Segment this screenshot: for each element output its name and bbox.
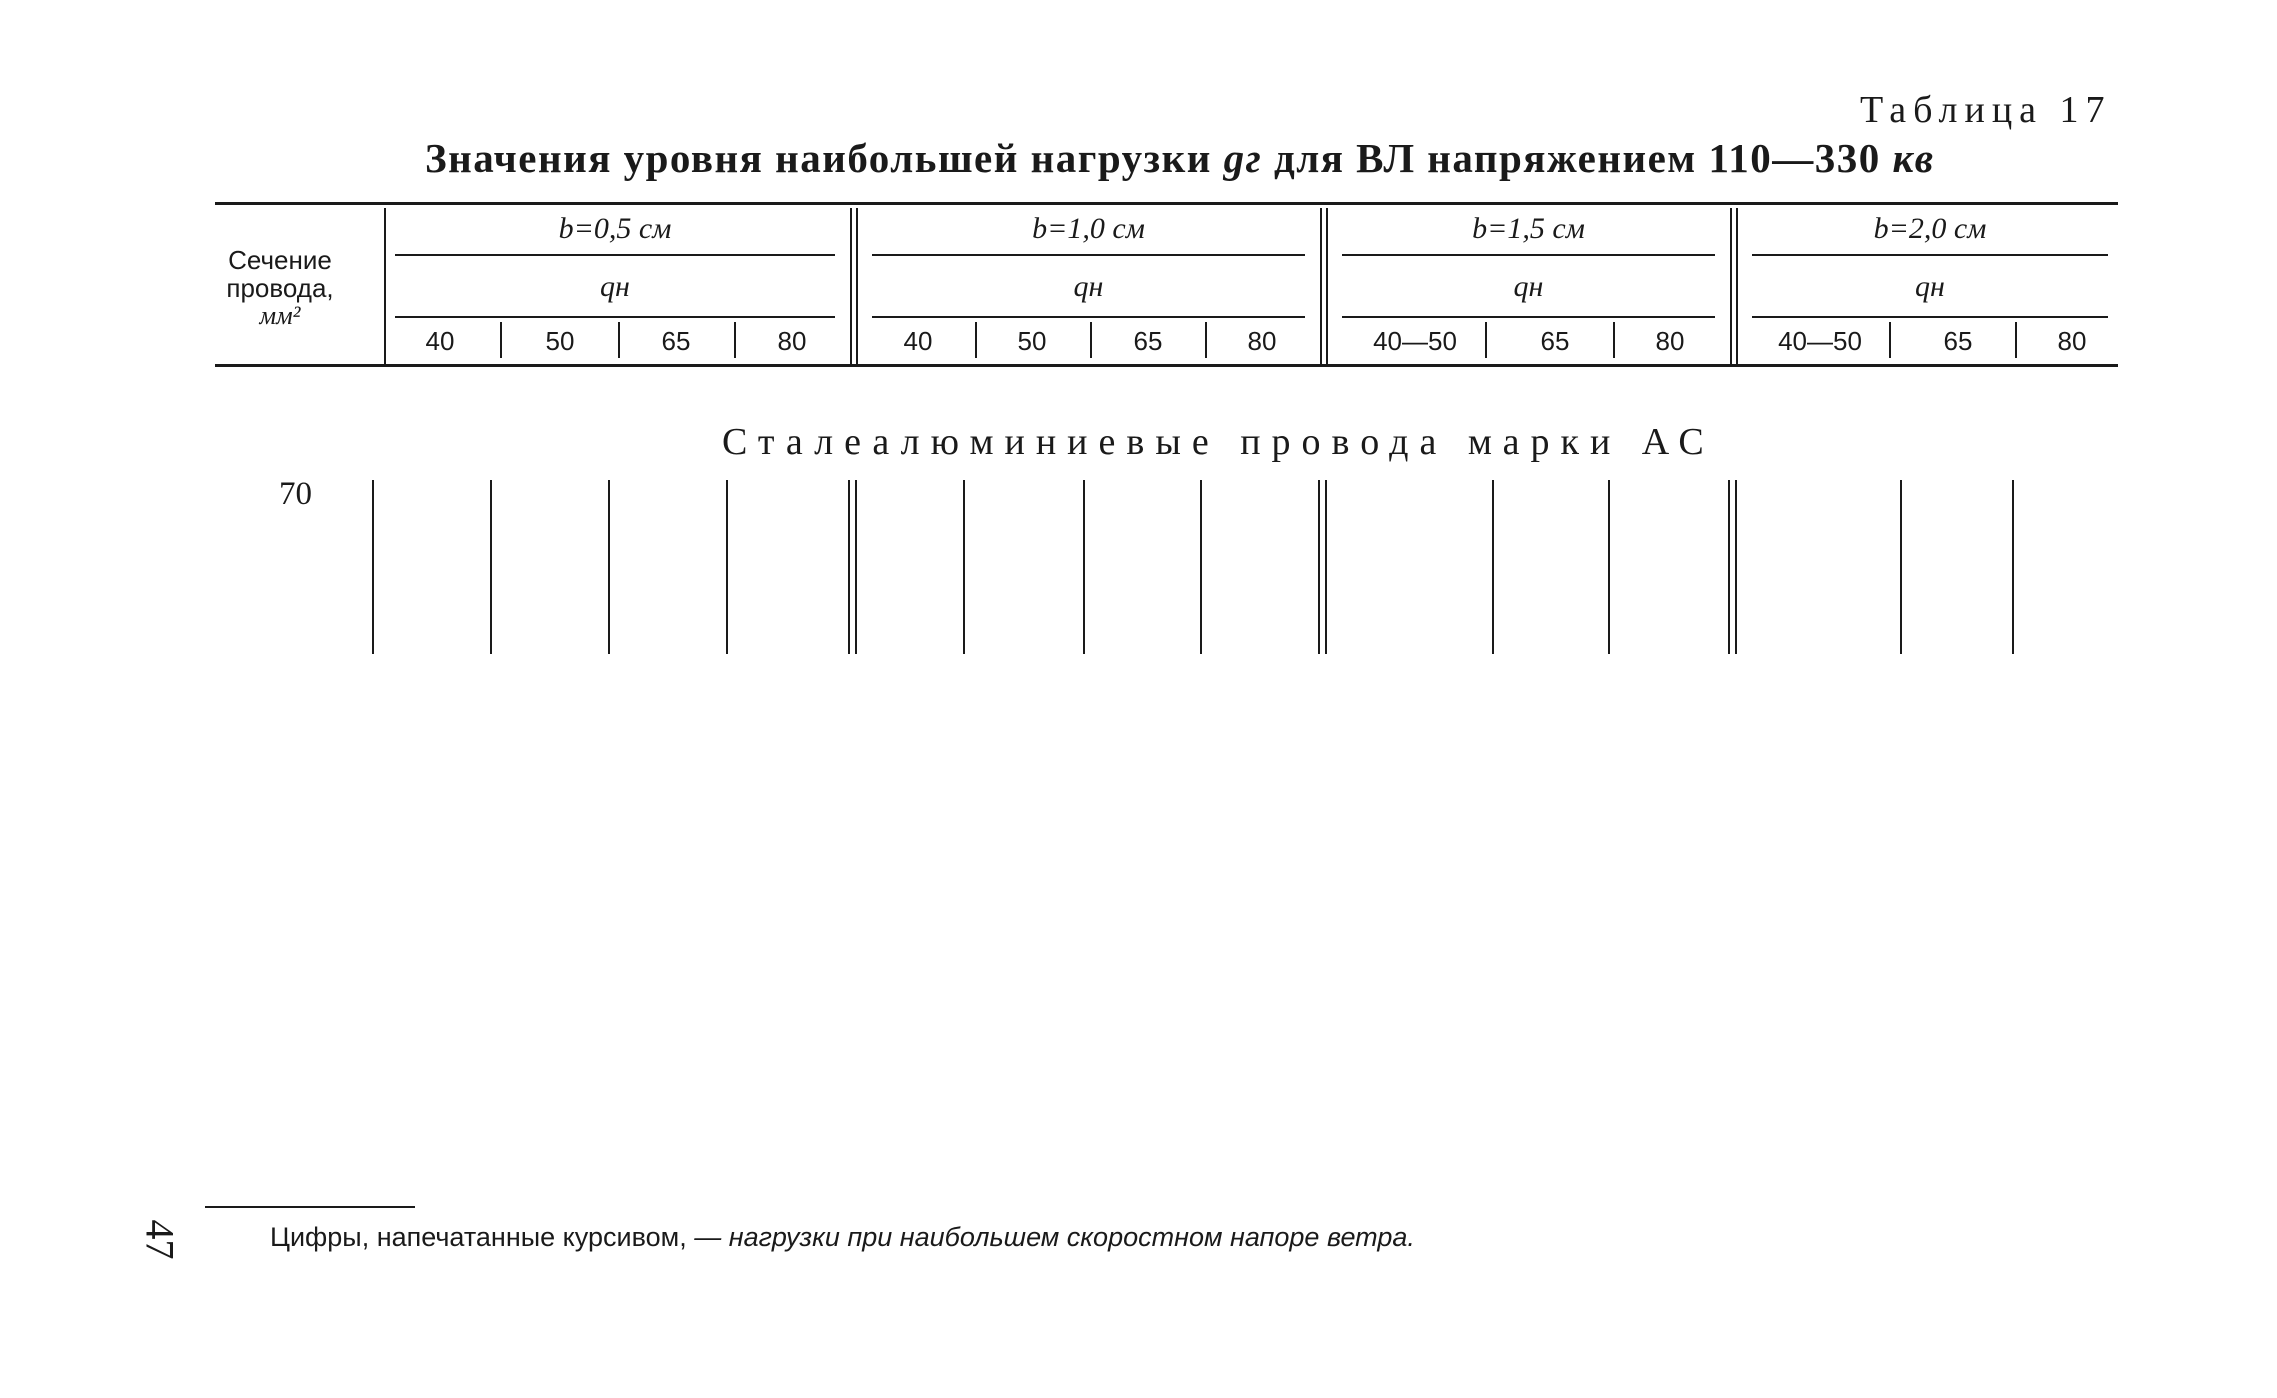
wind-pressure-col-header: 40—50 xyxy=(1778,326,1862,356)
wind-pressure-col-header: 65 xyxy=(1943,326,1973,356)
group-label-q: qн xyxy=(600,270,630,303)
col-divider xyxy=(1200,480,1202,654)
wind-pressure-col-header: 40 xyxy=(425,326,455,356)
group-subrule xyxy=(1752,254,2108,256)
group-divider xyxy=(1728,480,1730,654)
wind-pressure-col-header: 65 xyxy=(661,326,691,356)
group-label-q: qн xyxy=(1915,270,1945,303)
group-subrule xyxy=(395,316,835,318)
page-number: 47 xyxy=(137,1219,183,1260)
group-divider xyxy=(855,480,857,654)
footnote-rule xyxy=(205,1206,415,1208)
wind-pressure-col-header: 65 xyxy=(1133,326,1163,356)
row-header-line-2: провода, xyxy=(226,273,334,303)
title-prefix: Значения уровня наибольшей нагрузки xyxy=(425,135,1224,181)
page-title xyxy=(425,134,1935,182)
group-divider xyxy=(1318,480,1320,654)
table-top-rule xyxy=(215,202,2118,205)
group-label-b: b=0,5 см xyxy=(558,212,672,245)
group-label-b: b=1,5 см xyxy=(1472,212,1585,245)
col-divider xyxy=(1492,480,1494,654)
header-col-divider xyxy=(1485,322,1487,358)
group-subrule xyxy=(872,316,1305,318)
row-header-line-1: Сечение xyxy=(228,245,332,275)
col-divider xyxy=(1900,480,1902,654)
header-col-divider xyxy=(1889,322,1891,358)
footnote xyxy=(270,1222,1415,1253)
col-divider xyxy=(726,480,728,654)
wind-pressure-col-header: 80 xyxy=(1247,326,1277,356)
col-divider xyxy=(963,480,965,654)
section-title: Сталеалюминиевые провода марки АС xyxy=(722,421,1715,463)
group-subrule xyxy=(872,254,1305,256)
table-number-label: Таблица 17 xyxy=(1860,89,2112,131)
header-group-divider xyxy=(1326,208,1328,364)
wind-pressure-col-header: 50 xyxy=(1017,326,1047,356)
col-divider xyxy=(608,480,610,654)
section-left-border xyxy=(372,480,374,654)
group-subrule xyxy=(395,254,835,256)
title-suffix: для ВЛ напряжением 110—330 xyxy=(1262,135,1893,181)
col-divider xyxy=(1083,480,1085,654)
row-header-unit: мм² xyxy=(259,301,301,330)
group-label-q: qн xyxy=(1513,270,1544,303)
col-divider xyxy=(2012,480,2014,654)
cross-section-value: 70 xyxy=(279,476,312,512)
group-divider xyxy=(1325,480,1327,654)
wind-pressure-col-header: 80 xyxy=(777,326,807,356)
wind-pressure-col-header: 50 xyxy=(545,326,575,356)
group-label-b: b=1,0 см xyxy=(1032,212,1145,245)
table-header-bottom-rule xyxy=(215,364,2118,367)
col-divider xyxy=(1608,480,1610,654)
wind-pressure-col-header: 40 xyxy=(903,326,933,356)
col-divider xyxy=(490,480,492,654)
group-label-q: qн xyxy=(1073,270,1104,303)
footnote-part-2: — нагрузки при наибольшем скоростном напоре ветра. xyxy=(686,1222,1415,1252)
group-label-b: b=2,0 см xyxy=(1873,212,1987,245)
row-header xyxy=(215,246,345,330)
group-subrule xyxy=(1752,316,2108,318)
group-subrule xyxy=(1342,254,1715,256)
group-subrule xyxy=(1342,316,1715,318)
wind-pressure-col-header: 80 xyxy=(1655,326,1685,356)
footnote-part-1: Цифры, напечатанные курсивом, xyxy=(270,1222,687,1252)
wind-pressure-col-header: 65 xyxy=(1540,326,1570,356)
header-group-divider xyxy=(1736,208,1738,364)
title-unit: кв xyxy=(1892,135,1935,181)
wind-pressure-col-header: 40—50 xyxy=(1373,326,1457,356)
header-group-divider xyxy=(1730,208,1732,364)
wind-pressure-col-header: 80 xyxy=(2057,326,2087,356)
group-divider xyxy=(1735,480,1737,654)
group-divider xyxy=(848,480,850,654)
title-symbol: gг xyxy=(1223,135,1263,181)
